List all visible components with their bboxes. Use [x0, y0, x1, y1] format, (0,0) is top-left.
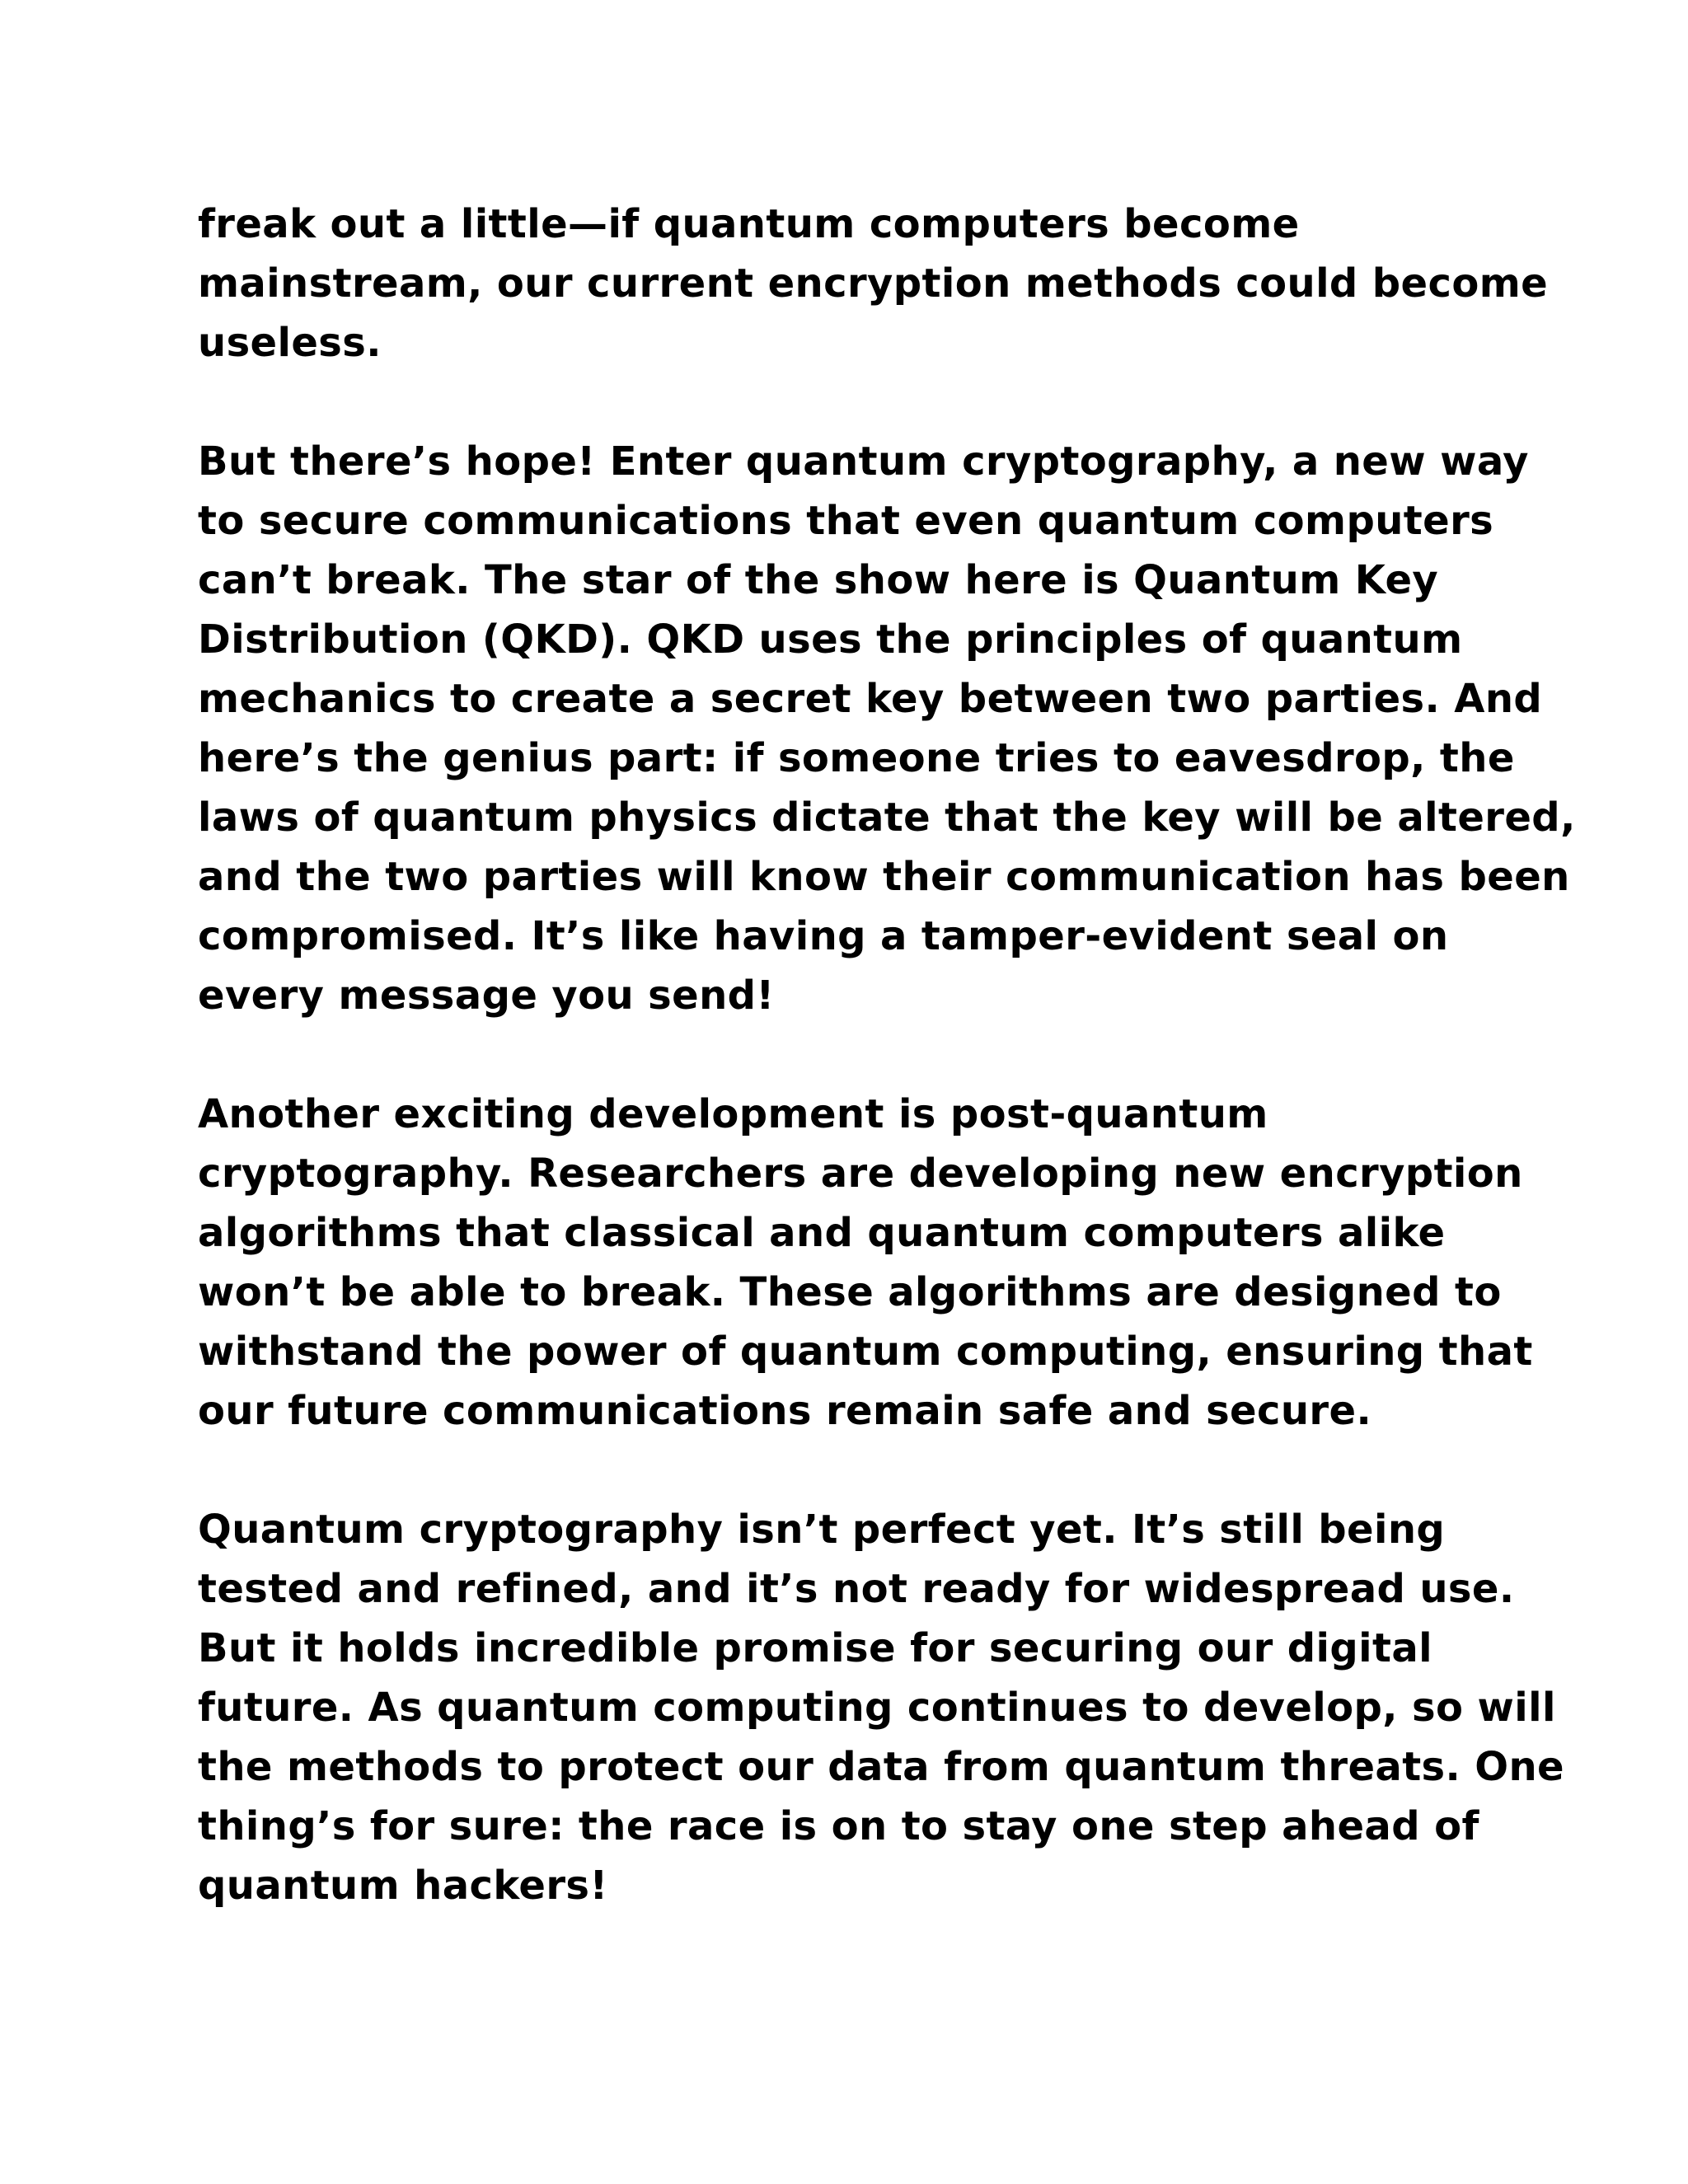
text-line: useless.: [198, 320, 382, 366]
text-line: cryptography. Researchers are developing new encryption: [198, 1151, 1523, 1197]
text-line: Another exciting development is post-quantum: [198, 1091, 1268, 1137]
text-line: Quantum cryptography isn’t perfect yet. It’s still being: [198, 1507, 1446, 1553]
text-line: our future communications remain safe and secure.: [198, 1388, 1372, 1434]
text-line: to secure communications that even quantum computers: [198, 498, 1494, 544]
text-line: tested and refined, and it’s not ready for widespread use.: [198, 1566, 1515, 1612]
text-line: Distribution (QKD). QKD uses the principles of quantum: [198, 616, 1463, 663]
text-line: can’t break. The star of the show here is Quantum Key: [198, 557, 1439, 603]
text-line: thing’s for sure: the race is on to stay one step ahead of: [198, 1803, 1479, 1849]
document-body: [198, 194, 1576, 1975]
text-line: here’s the genius part: if someone tries to eavesdrop, the: [198, 735, 1515, 781]
paragraph-3: [198, 1085, 1533, 1441]
text-line: and the two parties will know their communication has been: [198, 854, 1570, 900]
text-line: algorithms that classical and quantum computers alike: [198, 1210, 1446, 1256]
text-line: freak out a little—if quantum computers become: [198, 201, 1300, 247]
text-line: quantum hackers!: [198, 1863, 608, 1909]
paragraph-1: [198, 194, 1549, 373]
text-line: mainstream, our current encryption methods could become: [198, 260, 1549, 307]
text-line: future. As quantum computing continues to develop, so will: [198, 1685, 1556, 1731]
text-line: compromised. It’s like having a tamper-evident seal on: [198, 913, 1449, 959]
text-line: But it holds incredible promise for securing our digital: [198, 1625, 1432, 1671]
paragraph-4: [198, 1500, 1564, 1915]
text-line: every message you send!: [198, 972, 775, 1019]
text-line: withstand the power of quantum computing, ensuring that: [198, 1329, 1533, 1375]
text-line: mechanics to create a secret key between two parties. And: [198, 676, 1543, 722]
paragraph-2: [198, 432, 1576, 1025]
text-line: the methods to protect our data from quantum threats. One: [198, 1744, 1564, 1790]
text-line: laws of quantum physics dictate that the key will be altered,: [198, 794, 1576, 841]
text-line: But there’s hope! Enter quantum cryptography, a new way: [198, 438, 1529, 485]
text-line: won’t be able to break. These algorithms are designed to: [198, 1269, 1502, 1315]
